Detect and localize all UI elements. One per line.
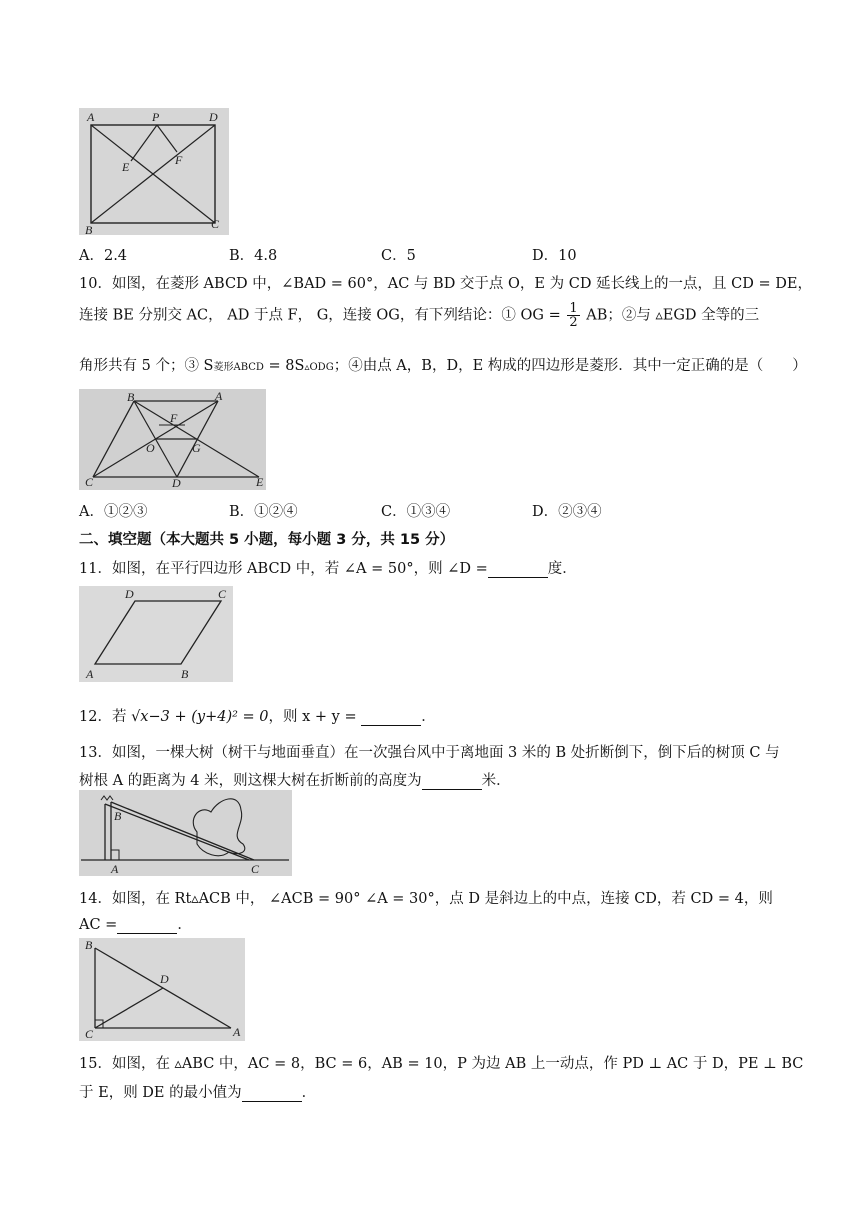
q10-label-b: B [127,390,135,404]
q12-answer-blank[interactable] [361,709,421,726]
q10-option-d[interactable]: D．②③④ [532,504,602,520]
q10-line2-b: AB；②与 ▵EGD 全等的三 [586,307,760,324]
q11-label-a: A [86,667,94,681]
q9-label-d: D [209,110,218,124]
q13-label-a: A [111,862,119,876]
q14-line1: 14．如图，在 Rt▵ACB 中， ∠ACB = 90° ∠A = 30°，点 D 是斜边上的中点，连接 CD，若 CD = 4，则 [79,891,773,907]
q11-label-b: B [181,667,189,681]
q9-label-a: A [87,110,95,124]
q10-option-c[interactable]: C．①③④ [381,504,451,520]
q9-option-b[interactable]: B．4.8 [229,248,278,264]
section2-heading: 二、填空题（本大题共 5 小题，每小题 3 分，共 15 分） [79,532,455,548]
q14-figure [79,938,245,1041]
q10-label-f: F [170,411,178,425]
q10-label-a: A [215,389,223,403]
q9-option-d[interactable]: D．10 [532,248,577,264]
q10-line1: 10．如图，在菱形 ABCD 中，∠BAD = 60°，AC 与 BD 交于点 O，E 为 CD 延长线上的一点，且 CD = DE， [79,276,812,292]
q10-label-c: C [85,475,94,489]
q14-label-d: D [160,972,169,986]
q10-label-o: O [146,441,155,455]
q13-answer-blank[interactable] [422,773,482,790]
q14-label-c: C [85,1027,94,1041]
q10-option-a[interactable]: A．①②③ [79,504,148,520]
q15-line2: 于 E，则 DE 的最小值为 ． [79,1085,317,1101]
q9-label-f: F [175,153,183,167]
q13-line1: 13．如图，一棵大树（树干与地面垂直）在一次强台风中于离地面 3 米的 B 处折断倒下，倒下后的树顶 C 与 [79,745,780,761]
q9-figure [79,108,229,235]
q9-option-c[interactable]: C．5 [381,248,416,264]
q13-figure [79,790,292,876]
q14-answer-blank[interactable] [117,917,177,934]
q10-label-g: G [192,441,201,455]
q12-expression: √x−3 + (y+4)² = 0 [131,709,269,725]
q9-label-b: B [85,223,93,235]
q10-line3: 角形共有 5 个；③ S菱形ABCD = 8S▵ODG；④由点 A，B，D，E 构成的四边形是菱形．其中一定正确的是（ ） [79,358,807,374]
q9-label-p: P [152,110,160,124]
q15-answer-blank[interactable] [242,1085,302,1102]
q10-label-d: D [172,476,181,490]
q11-answer-blank[interactable] [488,561,548,578]
q9-option-a[interactable]: A．2.4 [79,248,128,264]
q10-option-b[interactable]: B．①②④ [229,504,298,520]
q13-line2: 树根 A 的距离为 4 米，则这棵大树在折断前的高度为 米． [79,773,511,789]
q15-line1: 15．如图，在 ▵ABC 中，AC = 8，BC = 6，AB = 10，P 为边 AB 上一动点，作 PD ⊥ AC 于 D，PE ⊥ BC [79,1056,804,1072]
q10-fraction: $\frac{1}{2}$ [569,301,578,330]
q10-line2-a: 连接 BE 分别交 AC， AD 于点 F， G，连接 OG，有下列结论：① OG = [79,307,561,324]
q9-label-c: C [211,217,220,231]
q10-figure [79,389,266,490]
q9-label-e: E [122,160,130,174]
q11-label-c: C [218,587,227,601]
q12-text: 12．若 √x−3 + (y+4)² = 0，则 x + y = ． [79,709,436,725]
q11-figure [79,586,233,682]
q13-label-b: B [114,809,122,823]
q11-label-d: D [125,587,134,601]
q14-label-b: B [85,938,93,952]
q14-label-a: A [233,1025,241,1039]
q11-text: 11．如图，在平行四边形 ABCD 中，若 ∠A = 50°，则 ∠D = 度． [79,561,577,577]
q13-label-c: C [251,862,260,876]
q10-label-e: E [256,475,264,489]
q14-line2: AC = ． [79,917,192,933]
q10-line2 [79,302,759,329]
